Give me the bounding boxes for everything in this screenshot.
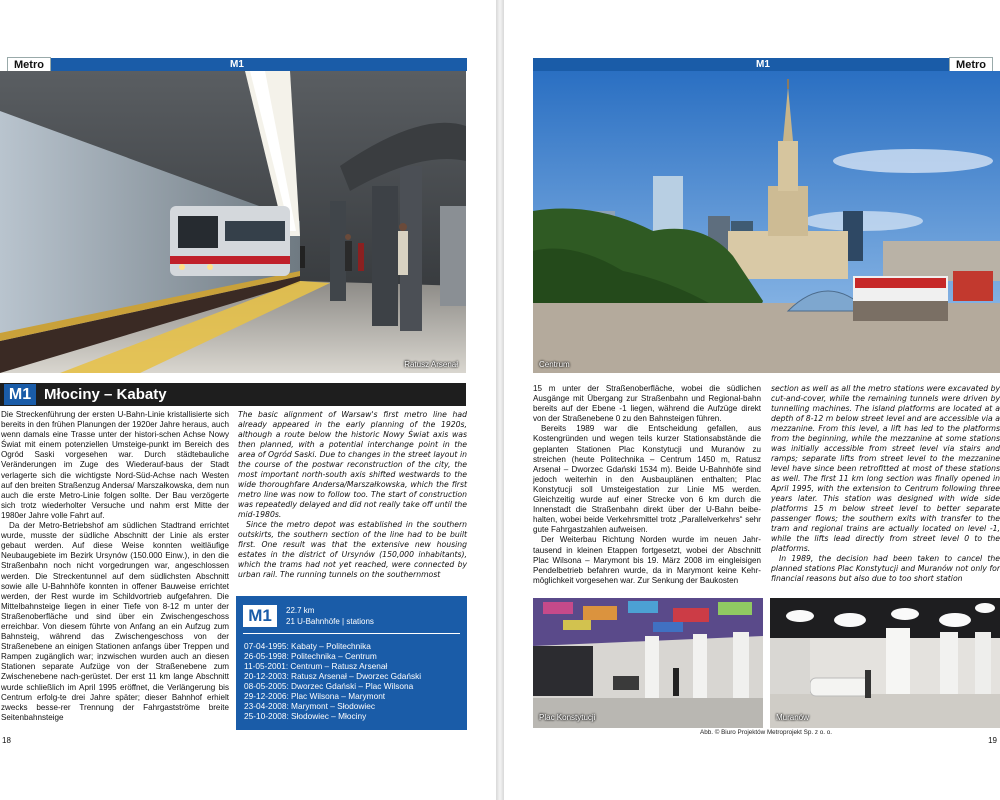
metro-platform-illustration — [0, 71, 466, 373]
german-paragraph: Die Streckenführung der ersten U-Bahn-Linie kristallisierte sich bereits in den frühen Planungen der 1920er Jahre heraus, auch wenn damals eine Trasse unter der histori-schen Achse Nowy Świat mit einem potenziellen Umsteige-punkt im Bereich des Ogród Saski vorgesehen war. Durch städtebauliche Veränderungen im Zuge des Wiederauf-baus der Stadt verlagerte sich die wichtigste Nord-Süd-Achse nach Westen auf den breiten Straßenzug Andersa/ Marszałkowska, dem nun auch die erste Metro-Linie folgen sollte. Der Bau verzögerte sich trotz wiederholter Versuche und nahm erst Mitte der 1980er Jahre volle Fahrt auf. — [1, 410, 229, 520]
article-title: Młociny – Kabaty — [44, 386, 167, 403]
opening-row: 25-10-2008: Słodowiec – Młociny — [244, 711, 367, 721]
opening-row: 08-05-2005: Dworzec Gdański – Plac Wilsona — [244, 681, 414, 691]
opening-row: 07-04-1995: Kabaty – Politechnika — [244, 641, 371, 651]
city-centre-illustration — [533, 71, 1000, 373]
english-paragraph: section as well as all the metro stations were excavated by cut-and-cover, while the remaining tunnels were driven by tunnelling machines. The island platforms are located at a depth of 8-12 m below street level and are accessible via a mezzanine. From this level, a lift has led to the platforms from the beginning, while the mezzanine at some stations was initially accessible from street level via stairs and ramps; separate lifts from street level to the mezzanine level have since been retrofitted at most of these stations as well. The first 11 km long section was finally opened in April 1995, with the extension to Centrum following three years later. This station was designed with wide side platforms 15 m below street level to better separate passenger flows; the southern exits with transfer to the tram and regional trains are actually located on level -1, while the lifts lead directly from street level 0 to the platforms. — [771, 384, 1000, 553]
english-text-column — [238, 410, 467, 590]
opening-row: 20-12-2003: Ratusz Arsenał – Dworzec Gdański — [244, 671, 422, 681]
german-text-column — [533, 384, 761, 592]
photo-ratusz-arsenal — [0, 71, 466, 373]
english-paragraph: In 1989, the decision had been taken to cancel the planned stations Plac Konstytucji and Muranów not only for financial reasons but also due to too short station — [771, 554, 1000, 583]
line-length: 22.7 km — [286, 606, 315, 615]
page-number: 18 — [2, 736, 11, 745]
header-bar-right — [533, 58, 993, 71]
photo-caption: Centrum — [539, 360, 570, 369]
page-number: 19 — [988, 736, 997, 745]
opening-row: 29-12-2006: Plac Wilsona – Marymont — [244, 691, 386, 701]
line-badge: M1 — [4, 384, 36, 405]
photo-caption: Muranów — [776, 713, 809, 722]
photo-caption: Ratusz Arsenał — [404, 360, 458, 369]
german-paragraph: 15 m unter der Straßenoberfläche, wobei die südlichen Ausgänge mit Übergang zur Straßenbahn und Regional-bahn bereits auf der Ebene -1 liegen, während die Aufzüge direkt von der Straßenebene 0 zu den Bahnsteigen führen. — [533, 384, 761, 424]
german-text-column — [1, 410, 229, 750]
article-title-bar — [0, 383, 466, 406]
book-gutter — [496, 0, 504, 800]
opening-row: 11-05-2001: Centrum – Ratusz Arsenał — [244, 661, 388, 671]
station-render-muranow — [770, 598, 1000, 728]
photo-centrum — [533, 71, 1000, 373]
german-paragraph: Da der Metro-Betriebshof am südlichen Stadtrand errichtet wurde, musste der südliche Abschnitt der Linie als erster gebaut werden. Auf diese Weise konnten weitläufige Neubaugebiete im Bezirk Ursynów (150.000 Einw.), in den die Straßenbahn noch nicht vorgedrungen war, angeschlossen werden. Die Streckentunnel auf dem südlichsten Abschnitt sowie alle U-Bahnhöfe konnten in offener Bauweise errichtet werden, der Rest wurde im Schildvortrieb aufgefahren. Die Mittelbahnsteige liegen in einer Tiefe von 8-12 m unter der Straßenoberfläche und sind über ein Zwischengeschoss erreichbar. Von diesem führte von Anfang an ein Aufzug zum Bahnsteig, während das Zwischengeschoss von der Straßenebene an einigen Stationen anfangs über Treppen und Rampen zugänglich war; inzwischen wurden auch an diesen Stationen separate Aufzüge von der Straßenebene zum Zwischenebene nach-gerüstet. Der erst 11 km lange Abschnitt wurde schließlich im April 1995 eröffnet, die Verlängerung bis Centrum erfolg-te drei Jahre später; dieser Bahnhof erhielt zwecks besse-rer Trennung der Fahrgastströme breite Seitenbahnsteige — [1, 521, 229, 722]
station-count: 21 U-Bahnhöfe | stations — [286, 617, 374, 626]
line-label: M1 — [756, 59, 770, 70]
photo-muranow — [770, 598, 1000, 728]
english-text-column — [771, 384, 1000, 592]
opening-row: 26-05-1998: Politechnika – Centrum — [244, 651, 377, 661]
english-paragraph: The basic alignment of Warsaw's first metro line had already appeared in the early planning of the 1920s, although a route below the historic Nowy Świat axis was then planned, with a potential interchange point in the area of Ogród Saski. Due to changes in the street layout in the course of the postwar reconstruction of the city, the most important north-south axis shifted westwards to the wide thoroughfare Andersa/Marszałkowska, which the first metro line was now to follow too. The start of construction was repeatedly delayed and did not really take off until the mid-1980s. — [238, 410, 467, 519]
infobox-divider — [243, 633, 460, 634]
german-paragraph: Der Weiterbau Richtung Norden wurde im neuen Jahr-tausend in kleinen Etappen fortgesetzt, wobei der Abschnitt Plac Wilsona – Marymont bis 19. März 2008 im eingleisigen Pendelbetrieb befahren wurde, da in Marymont keine Kehr-möglichkeit vorgesehen war. Zur Senkung der Baukosten — [533, 535, 761, 585]
section-label: Metro — [7, 57, 51, 72]
page-left — [0, 0, 496, 800]
station-render-plac-konstytucji — [533, 598, 763, 728]
photo-caption: Plac Konstytucji — [539, 713, 596, 722]
image-credit: Abb. © Biuro Projektów Metroprojekt Sp. z o. o. — [700, 729, 833, 736]
header-bar-left — [7, 58, 467, 71]
english-paragraph: Since the metro depot was established in the southern outskirts, the southern section of the line had to be built first. One result was that the extensive new housing estates in the district of Ursynów (150,000 inhabitants), which the trams had not yet reached, were connected by urban rail. The running tunnels on the southernmost — [238, 520, 467, 579]
line-info-box — [236, 596, 467, 730]
german-paragraph: Bereits 1989 war die Entscheidung gefallen, aus Kostengründen und wegen teils kurzer Stationsabstände die geplanten Stationen Plac Konstytucji und Muranów zu streichen (heute Politechnika – Centrum 1450 m, Ratusz Arsenał – Dworzec Gdański 1534 m). Beide U-Bahnhöfe sind jedoch weiterhin in den Ausbauplänen enthalten; Plac Konstytucji soll Umsteigestation zur Linie M5 werden. Gleichzeitig wurde auf einer Strecke von 6 km durch die Innenstadt die Straßenbahn direkt über der U-Bahn beibe-halten, wobei beide Verkehrsmittel trotz „Parallelverkehrs“ sehr gute Fahrgastzahlen aufweisen. — [533, 424, 761, 535]
page-right — [504, 0, 1000, 800]
line-label: M1 — [230, 59, 244, 70]
section-label: Metro — [949, 57, 993, 72]
opening-row: 23-04-2008: Marymont – Słodowiec — [244, 701, 375, 711]
photo-plac-konstytucji — [533, 598, 763, 728]
infobox-line-badge: M1 — [243, 605, 277, 627]
